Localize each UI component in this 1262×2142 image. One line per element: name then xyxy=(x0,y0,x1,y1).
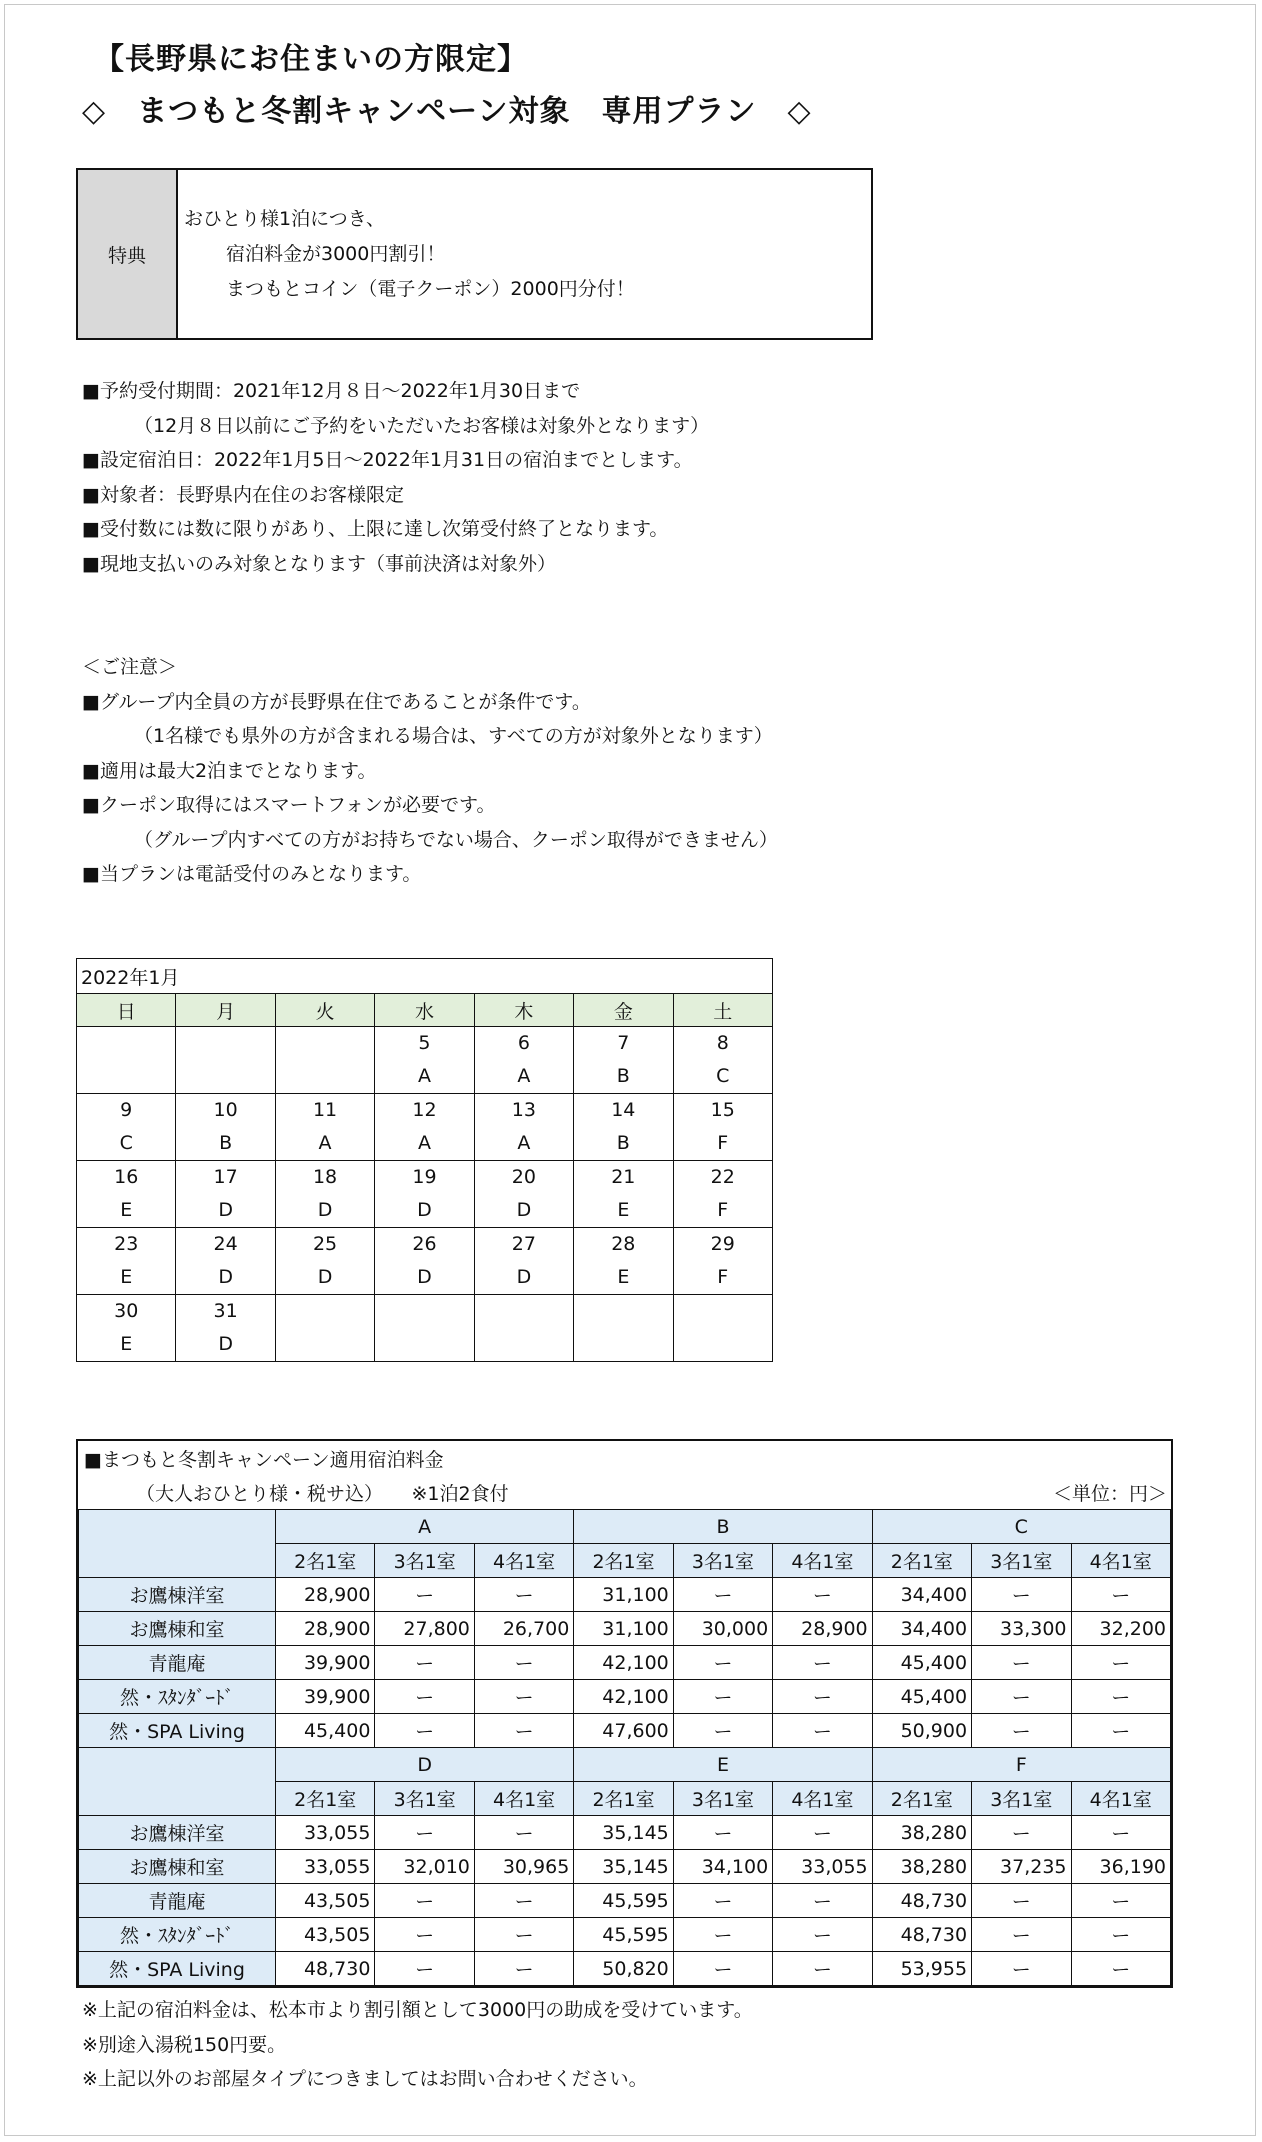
rate-cell: ー xyxy=(375,1646,474,1680)
rates-header xyxy=(78,1441,1171,1509)
rate-cell: 38,280 xyxy=(872,1816,971,1850)
rate-cell: 28,900 xyxy=(276,1612,375,1646)
day-rank: F xyxy=(717,1132,729,1154)
calendar-day xyxy=(176,1295,275,1362)
rate-cell: 50,900 xyxy=(872,1714,971,1748)
rate-cell: 30,965 xyxy=(474,1850,573,1884)
rate-cell: ー xyxy=(972,1952,1071,1986)
rate-cell: ー xyxy=(375,1884,474,1918)
calendar-day xyxy=(275,1228,374,1295)
rate-cell: 48,730 xyxy=(872,1884,971,1918)
calendar-week xyxy=(77,1228,773,1295)
room-type: お鷹棟洋室 xyxy=(79,1816,276,1850)
day-number: 19 xyxy=(412,1166,437,1188)
rate-cell: 45,595 xyxy=(574,1918,673,1952)
caution-item: ■当プランは電話受付のみとなります。 xyxy=(82,863,422,885)
rate-cell: ー xyxy=(773,1884,872,1918)
day-number: 11 xyxy=(312,1099,338,1121)
rates-unit: ＜単位：円＞ xyxy=(1052,1483,1167,1505)
calendar-day xyxy=(574,1027,673,1094)
room-type: 然・ｽﾀﾝﾀﾞｰﾄﾞ xyxy=(79,1918,276,1952)
rate-row xyxy=(79,1884,1171,1918)
room-header-blank xyxy=(79,1748,276,1816)
rate-cell: 45,400 xyxy=(872,1680,971,1714)
calendar-day xyxy=(77,1161,176,1228)
calendar-day xyxy=(574,1094,673,1161)
rates-section xyxy=(76,1439,1173,1988)
condition-item: ■設定宿泊日：2022年1月5日～2022年1月31日の宿泊までとします。 xyxy=(82,449,693,471)
calendar-day xyxy=(474,1295,573,1362)
occupancy-header: 3名1室 xyxy=(375,1544,474,1578)
rate-cell: 26,700 xyxy=(474,1612,573,1646)
day-rank: D xyxy=(417,1266,432,1288)
occupancy-header: 4名1室 xyxy=(474,1782,573,1816)
calendar-caption: 2022年1月 xyxy=(77,959,773,994)
day-rank: C xyxy=(119,1132,133,1154)
benefit-label: 特典 xyxy=(78,170,178,338)
rate-row xyxy=(79,1918,1171,1952)
calendar-day xyxy=(673,1295,772,1362)
rate-cell: 28,900 xyxy=(773,1612,872,1646)
cautions-list xyxy=(82,650,778,892)
calendar-day xyxy=(275,1295,374,1362)
rate-row xyxy=(79,1578,1171,1612)
rate-cell: ー xyxy=(773,1646,872,1680)
day-number: 30 xyxy=(114,1300,139,1322)
occupancy-header: 2名1室 xyxy=(276,1544,375,1578)
rate-cell: ー xyxy=(1071,1714,1171,1748)
rate-cell: 45,400 xyxy=(276,1714,375,1748)
rate-cell: ー xyxy=(972,1918,1071,1952)
day-number: 16 xyxy=(114,1166,139,1188)
rate-row xyxy=(79,1816,1171,1850)
room-type: 青龍庵 xyxy=(79,1646,276,1680)
day-number: 26 xyxy=(412,1233,437,1255)
rate-cell: ー xyxy=(673,1578,772,1612)
rate-cell: ー xyxy=(773,1816,872,1850)
rate-cell: ー xyxy=(773,1714,872,1748)
calendar-week xyxy=(77,1027,773,1094)
rate-cell: ー xyxy=(474,1680,573,1714)
rate-cell: 42,100 xyxy=(574,1680,673,1714)
weekday-header: 月 xyxy=(176,994,275,1027)
rank-header: D xyxy=(276,1748,574,1782)
room-type: お鷹棟和室 xyxy=(79,1612,276,1646)
rank-header: F xyxy=(872,1748,1170,1782)
rate-cell: ー xyxy=(972,1578,1071,1612)
rate-cell: ー xyxy=(673,1918,772,1952)
rate-cell: 33,055 xyxy=(773,1850,872,1884)
day-number: 28 xyxy=(611,1233,636,1255)
day-rank: B xyxy=(219,1132,233,1154)
calendar-day xyxy=(673,1228,772,1295)
rate-row xyxy=(79,1646,1171,1680)
rate-cell: 32,010 xyxy=(375,1850,474,1884)
weekday-header: 火 xyxy=(275,994,374,1027)
rate-cell: ー xyxy=(474,1578,573,1612)
rate-cell: ー xyxy=(375,1816,474,1850)
conditions-list xyxy=(82,374,709,581)
calendar-day xyxy=(375,1094,474,1161)
calendar-day xyxy=(375,1027,474,1094)
day-number: 17 xyxy=(213,1166,238,1188)
calendar-day xyxy=(77,1295,176,1362)
day-rank: D xyxy=(218,1333,233,1355)
rank-header: B xyxy=(574,1510,872,1544)
day-rank: F xyxy=(717,1266,729,1288)
rate-cell: 27,800 xyxy=(375,1612,474,1646)
benefit-body xyxy=(178,170,635,338)
calendar-week xyxy=(77,1094,773,1161)
rate-cell: 45,400 xyxy=(872,1646,971,1680)
day-number: 27 xyxy=(511,1233,536,1255)
caution-item: ■グループ内全員の方が長野県在住であることが条件です。 xyxy=(82,690,591,713)
calendar-day xyxy=(77,1228,176,1295)
rate-cell: 42,100 xyxy=(574,1646,673,1680)
occupancy-header: 3名1室 xyxy=(673,1544,772,1578)
rate-cell: ー xyxy=(972,1884,1071,1918)
occupancy-header: 3名1室 xyxy=(375,1782,474,1816)
condition-item: ■現地支払いのみ対象となります（事前決済は対象外） xyxy=(82,552,556,575)
day-number: 20 xyxy=(511,1166,536,1188)
caution-item: ■適用は最大2泊までとなります。 xyxy=(82,759,377,782)
day-rank: B xyxy=(616,1132,630,1154)
rate-cell: 45,595 xyxy=(574,1884,673,1918)
weekday-header: 木 xyxy=(474,994,573,1027)
rate-cell: 53,955 xyxy=(872,1952,971,1986)
day-number: 23 xyxy=(114,1233,139,1255)
day-rank: D xyxy=(317,1266,333,1288)
room-type: 青龍庵 xyxy=(79,1884,276,1918)
rate-cell: ー xyxy=(375,1680,474,1714)
day-rank: A xyxy=(517,1065,531,1087)
rate-cell: 34,400 xyxy=(872,1612,971,1646)
calendar-day xyxy=(673,1027,772,1094)
rate-cell: 36,190 xyxy=(1071,1850,1171,1884)
calendar-day xyxy=(275,1161,374,1228)
rank-header: A xyxy=(276,1510,574,1544)
condition-item: （12月８日以前にご予約をいただいたお客様は対象外となります） xyxy=(134,414,710,437)
calendar-day xyxy=(375,1228,474,1295)
rank-header: E xyxy=(574,1748,872,1782)
weekday-header: 土 xyxy=(673,994,772,1027)
caution-item: （1名様でも県外の方が含まれる場合は、すべての方が対象外となります） xyxy=(134,725,773,747)
rate-cell: 32,200 xyxy=(1071,1612,1171,1646)
calendar-day xyxy=(474,1161,573,1228)
benefit-line: おひとり様1泊につき、 xyxy=(184,208,385,230)
benefit-box xyxy=(76,168,873,340)
rate-cell: ー xyxy=(673,1884,772,1918)
note-item: ※上記以外のお部屋タイプにつきましてはお問い合わせください。 xyxy=(82,2068,648,2090)
rate-cell: 35,145 xyxy=(574,1816,673,1850)
rank-row xyxy=(79,1510,1171,1544)
occupancy-header: 2名1室 xyxy=(872,1782,971,1816)
rate-cell: 28,900 xyxy=(276,1578,375,1612)
weekday-row xyxy=(77,994,773,1027)
occupancy-header: 2名1室 xyxy=(574,1544,673,1578)
day-number: 24 xyxy=(213,1233,238,1255)
rate-row xyxy=(79,1714,1171,1748)
note-item: ※上記の宿泊料金は、松本市より割引額として3000円の助成を受けています。 xyxy=(82,1999,753,2021)
caution-item: ■クーポン取得にはスマートフォンが必要です。 xyxy=(82,794,496,816)
rate-cell: ー xyxy=(1071,1952,1171,1986)
rate-cell: ー xyxy=(673,1816,772,1850)
rate-cell: ー xyxy=(972,1714,1071,1748)
room-header-blank xyxy=(79,1510,276,1578)
rate-cell: ー xyxy=(972,1680,1071,1714)
day-rank: E xyxy=(617,1199,630,1221)
day-number: 14 xyxy=(611,1099,636,1121)
rate-cell: ー xyxy=(1071,1578,1171,1612)
calendar-day xyxy=(673,1161,772,1228)
occupancy-header: 4名1室 xyxy=(1071,1544,1171,1578)
day-rank: A xyxy=(517,1132,531,1154)
rate-cell: 48,730 xyxy=(872,1918,971,1952)
rate-row xyxy=(79,1680,1171,1714)
day-number: 25 xyxy=(312,1233,338,1255)
calendar-day xyxy=(375,1161,474,1228)
calendar-day xyxy=(474,1094,573,1161)
caution-item: （グループ内すべての方がお持ちでない場合、クーポン取得ができません） xyxy=(134,828,778,851)
day-rank: D xyxy=(218,1199,233,1221)
rate-cell: ー xyxy=(972,1646,1071,1680)
occupancy-header: 2名1室 xyxy=(872,1544,971,1578)
calendar-day xyxy=(176,1094,275,1161)
calendar-day xyxy=(176,1027,275,1094)
rate-cell: ー xyxy=(474,1816,573,1850)
rate-cell: 48,730 xyxy=(276,1952,375,1986)
rate-cell: 30,000 xyxy=(673,1612,772,1646)
rate-cell: 37,235 xyxy=(972,1850,1071,1884)
day-number: 10 xyxy=(213,1099,238,1121)
rate-cell: ー xyxy=(375,1578,474,1612)
rate-cell: ー xyxy=(673,1714,772,1748)
rate-cell: 33,300 xyxy=(972,1612,1071,1646)
occupancy-header: 2名1室 xyxy=(276,1782,375,1816)
condition-item: ■対象者：長野県内在住のお客様限定 xyxy=(82,483,404,506)
day-number: 31 xyxy=(213,1300,238,1322)
room-type: 然・ｽﾀﾝﾀﾞｰﾄﾞ xyxy=(79,1680,276,1714)
calendar-week xyxy=(77,1161,773,1228)
rate-row xyxy=(79,1612,1171,1646)
calendar-day xyxy=(474,1027,573,1094)
room-type: お鷹棟和室 xyxy=(79,1850,276,1884)
benefit-line: 宿泊料金が3000円割引！ xyxy=(226,243,446,265)
condition-item: ■予約受付期間：2021年12月８日～2022年1月30日まで xyxy=(82,380,581,402)
occupancy-header: 2名1室 xyxy=(574,1782,673,1816)
rate-cell: 47,600 xyxy=(574,1714,673,1748)
calendar-day xyxy=(176,1161,275,1228)
day-rank: E xyxy=(120,1199,133,1221)
calendar-day xyxy=(574,1161,673,1228)
rate-cell: ー xyxy=(1071,1816,1171,1850)
note-item: ※別途入湯税150円要。 xyxy=(82,2033,287,2056)
rate-cell: ー xyxy=(1071,1884,1171,1918)
rate-cell: ー xyxy=(773,1578,872,1612)
calendar-day xyxy=(77,1027,176,1094)
occupancy-header: 3名1室 xyxy=(673,1782,772,1816)
rate-cell: ー xyxy=(972,1816,1071,1850)
rate-cell: ー xyxy=(773,1680,872,1714)
rate-cell: ー xyxy=(474,1646,573,1680)
occupancy-header: 4名1室 xyxy=(773,1782,872,1816)
day-rank: D xyxy=(317,1199,333,1221)
rate-cell: 31,100 xyxy=(574,1612,673,1646)
rate-cell: 35,145 xyxy=(574,1850,673,1884)
occupancy-header: 4名1室 xyxy=(474,1544,573,1578)
calendar-day xyxy=(375,1295,474,1362)
calendar-day xyxy=(176,1228,275,1295)
page-title: 【長野県にお住まいの方限定】 xyxy=(94,42,528,77)
day-rank: D xyxy=(218,1266,233,1288)
rate-cell: 33,055 xyxy=(276,1816,375,1850)
day-rank: B xyxy=(616,1065,630,1087)
rate-cell: 31,100 xyxy=(574,1578,673,1612)
day-rank: D xyxy=(417,1199,432,1221)
day-number: 22 xyxy=(710,1166,735,1188)
rate-cell: ー xyxy=(474,1884,573,1918)
condition-item: ■受付数には数に限りがあり、上限に達し次第受付終了となります。 xyxy=(82,518,669,540)
day-rank: D xyxy=(516,1266,532,1288)
calendar-table xyxy=(76,958,773,1362)
rate-cell: 50,820 xyxy=(574,1952,673,1986)
day-rank: D xyxy=(516,1199,532,1221)
calendar-day xyxy=(574,1295,673,1362)
occupancy-header: 4名1室 xyxy=(1071,1782,1171,1816)
room-type: お鷹棟洋室 xyxy=(79,1578,276,1612)
rate-cell: ー xyxy=(1071,1680,1171,1714)
weekday-header: 水 xyxy=(375,994,474,1027)
day-rank: C xyxy=(716,1065,730,1087)
rank-header: C xyxy=(872,1510,1170,1544)
weekday-header: 日 xyxy=(77,994,176,1027)
day-number: 18 xyxy=(312,1166,338,1188)
room-type: 然・SPA Living xyxy=(79,1714,276,1748)
rate-cell: ー xyxy=(773,1952,872,1986)
calendar-day xyxy=(77,1094,176,1161)
occupancy-header: 3名1室 xyxy=(972,1782,1071,1816)
benefit-line: まつもとコイン（電子クーポン）2000円分付！ xyxy=(226,278,635,300)
rate-cell: ー xyxy=(375,1714,474,1748)
day-rank: E xyxy=(120,1333,133,1355)
calendar-day xyxy=(474,1228,573,1295)
rate-cell: ー xyxy=(1071,1918,1171,1952)
day-number: 15 xyxy=(710,1099,735,1121)
calendar-day xyxy=(673,1094,772,1161)
rate-cell: 38,280 xyxy=(872,1850,971,1884)
calendar-day xyxy=(275,1027,374,1094)
rate-cell: 34,100 xyxy=(673,1850,772,1884)
rate-cell: 34,400 xyxy=(872,1578,971,1612)
day-rank: A xyxy=(318,1132,332,1154)
rates-subtitle: （大人おひとり様・税サ込） ※1泊2食付 xyxy=(136,1483,509,1505)
rate-cell: ー xyxy=(1071,1646,1171,1680)
notes-list xyxy=(82,1993,753,2097)
day-rank: A xyxy=(417,1065,431,1087)
plan-title: ◇ まつもと冬割キャンペーン対象 専用プラン ◇ xyxy=(82,94,812,129)
day-number: 5 xyxy=(418,1032,431,1054)
caution-heading: ＜ご注意＞ xyxy=(82,656,178,678)
calendar-day xyxy=(574,1228,673,1295)
calendar-week xyxy=(77,1295,773,1362)
day-rank: F xyxy=(717,1199,729,1221)
rate-cell: ー xyxy=(773,1918,872,1952)
rate-cell: ー xyxy=(474,1714,573,1748)
rate-cell: 43,505 xyxy=(276,1884,375,1918)
day-rank: A xyxy=(417,1132,431,1154)
rates-table xyxy=(78,1509,1171,1986)
rates-title: ■まつもと冬割キャンペーン適用宿泊料金 xyxy=(84,1449,444,1471)
rate-cell: ー xyxy=(673,1680,772,1714)
rate-cell: 33,055 xyxy=(276,1850,375,1884)
rate-cell: ー xyxy=(673,1952,772,1986)
rate-cell: ー xyxy=(474,1918,573,1952)
day-number: 9 xyxy=(120,1099,133,1121)
day-number: 6 xyxy=(517,1032,530,1054)
day-number: 29 xyxy=(710,1233,735,1255)
day-number: 21 xyxy=(611,1166,636,1188)
room-type: 然・SPA Living xyxy=(79,1952,276,1986)
day-number: 13 xyxy=(511,1099,536,1121)
rate-cell: 39,900 xyxy=(276,1680,375,1714)
rate-cell: 43,505 xyxy=(276,1918,375,1952)
calendar-day xyxy=(275,1094,374,1161)
day-number: 12 xyxy=(412,1099,437,1121)
rate-cell: 39,900 xyxy=(276,1646,375,1680)
day-rank: E xyxy=(617,1266,630,1288)
rate-row xyxy=(79,1952,1171,1986)
rate-cell: ー xyxy=(474,1952,573,1986)
rate-cell: ー xyxy=(375,1918,474,1952)
occupancy-header: 4名1室 xyxy=(773,1544,872,1578)
day-number: 8 xyxy=(716,1032,729,1054)
rate-row xyxy=(79,1850,1171,1884)
day-rank: E xyxy=(120,1266,133,1288)
day-number: 7 xyxy=(617,1032,630,1054)
occupancy-header: 3名1室 xyxy=(972,1544,1071,1578)
rank-row xyxy=(79,1748,1171,1782)
rate-cell: ー xyxy=(673,1646,772,1680)
weekday-header: 金 xyxy=(574,994,673,1027)
rate-cell: ー xyxy=(375,1952,474,1986)
